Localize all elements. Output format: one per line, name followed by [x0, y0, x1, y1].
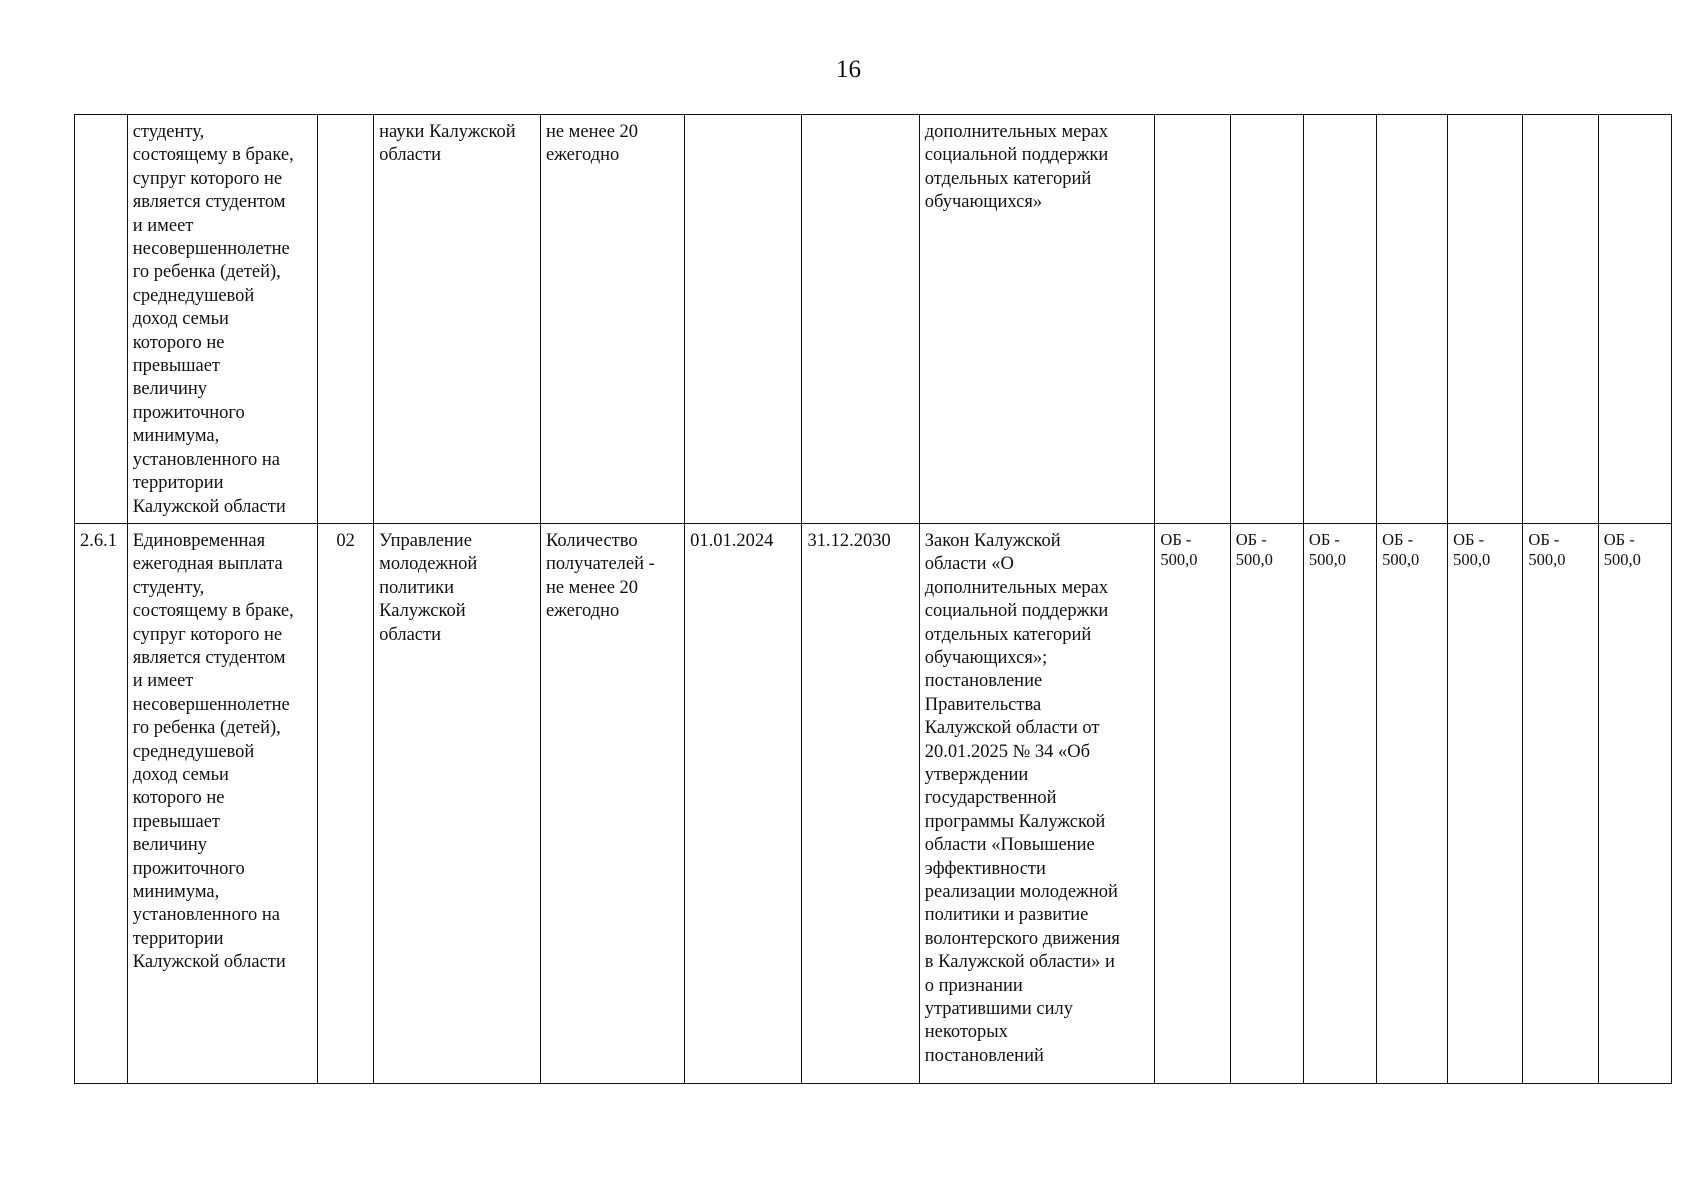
text-line: минимума,	[132, 882, 220, 902]
text-line: 500,0	[1235, 549, 1273, 569]
text-line: постановлений	[924, 1045, 1044, 1066]
funding-cell	[1303, 115, 1376, 524]
funding-cell	[1155, 115, 1230, 524]
start-date	[685, 115, 802, 524]
text-line: ежегодно	[545, 145, 620, 166]
text-line: территории	[132, 928, 224, 949]
funding-cell	[1230, 523, 1303, 1083]
text-line: не менее 20	[545, 577, 639, 598]
text-line: прожиточного	[132, 858, 245, 879]
text-line: Калужской области	[132, 496, 286, 517]
text-line: отдельных категорий	[924, 624, 1092, 645]
indicator	[540, 115, 684, 524]
text-line: которого не	[132, 332, 225, 353]
funding-cell	[1303, 523, 1376, 1083]
text-line: науки Калужской	[379, 122, 516, 142]
executor	[374, 115, 541, 524]
text-line: 500,0	[1160, 549, 1198, 569]
text-line: эффективности	[924, 858, 1046, 879]
text-line: среднедушевой	[132, 741, 255, 762]
text-line: государственной	[924, 788, 1057, 809]
text-line: получателей -	[545, 554, 655, 575]
program-table	[74, 114, 1672, 1084]
text-line: минимума,	[132, 426, 220, 447]
text-line: превышает	[132, 356, 220, 377]
row-number: 2.6.1	[75, 523, 128, 1083]
text-line: в Калужской области» и	[924, 952, 1115, 973]
text-line: не менее 20	[545, 122, 639, 142]
text-line: го ребенка (детей),	[132, 718, 281, 739]
text-line: студенту,	[132, 577, 205, 598]
text-line: волонтерского движения	[924, 928, 1120, 949]
text-line: утратившими силу	[924, 999, 1073, 1020]
text-line: Калужской	[379, 601, 466, 622]
text-line: дополнительных мерах	[924, 577, 1109, 598]
text-line: политики и развитие	[924, 905, 1089, 926]
table-row	[75, 115, 1672, 524]
text-line: 500,0	[1308, 549, 1347, 569]
page-number: 16	[836, 56, 861, 83]
indicator	[540, 523, 684, 1083]
text-line: отдельных категорий	[924, 168, 1092, 189]
text-line: ОБ -	[1308, 529, 1340, 549]
funding-cell	[1155, 523, 1230, 1083]
funding-cell	[1377, 523, 1448, 1083]
text-line: ОБ -	[1453, 529, 1485, 549]
text-line: социальной поддержки	[924, 601, 1109, 622]
text-line: области	[379, 624, 441, 645]
text-line: превышает	[132, 811, 220, 832]
text-line: молодежной	[379, 554, 478, 575]
text-line: 500,0	[1603, 549, 1641, 569]
text-line: установленного на	[132, 449, 280, 470]
text-line: является студентом	[132, 192, 286, 213]
text-line: 20.01.2025 № 34 «Об	[924, 741, 1091, 762]
text-line: некоторых	[924, 1022, 1008, 1043]
text-line: территории	[132, 473, 224, 494]
text-line: Единовременная	[132, 530, 266, 551]
text-line: студенту,	[132, 122, 205, 142]
text-line: состоящему в браке,	[132, 145, 294, 166]
text-line: Правительства	[924, 694, 1042, 715]
text-line: политики	[379, 577, 455, 598]
text-line: доход семьи	[132, 764, 229, 785]
text-line: ОБ -	[1235, 529, 1267, 549]
funding-cell	[1230, 115, 1303, 524]
funding-cell	[1523, 115, 1598, 524]
text-line: и имеет	[132, 215, 194, 236]
text-line: среднедушевой	[132, 285, 255, 306]
text-line: состоящему в браке,	[132, 601, 294, 622]
text-line: социальной поддержки	[924, 145, 1109, 166]
row-code	[318, 115, 374, 524]
text-line: ежегодно	[545, 601, 620, 622]
text-line: обучающихся»	[924, 192, 1043, 213]
text-line: обучающихся»;	[924, 647, 1048, 668]
table-row	[75, 523, 1672, 1083]
text-line: доход семьи	[132, 309, 229, 330]
text-line: области	[379, 145, 441, 166]
legal-basis	[919, 115, 1155, 524]
text-line: и имеет	[132, 671, 194, 692]
end-date	[802, 115, 919, 524]
text-line: Калужской области от	[924, 718, 1100, 739]
funding-cell	[1523, 523, 1598, 1083]
text-line: величину	[132, 835, 208, 856]
text-line: го ребенка (детей),	[132, 262, 281, 283]
text-line: о признании	[924, 975, 1023, 996]
text-line: реализации молодежной	[924, 882, 1118, 902]
legal-basis	[919, 523, 1155, 1083]
text-line: супруг которого не	[132, 624, 283, 645]
text-line: утверждении	[924, 764, 1029, 785]
end-date: 31.12.2030	[802, 523, 919, 1083]
measure-name	[127, 523, 317, 1083]
executor	[374, 523, 541, 1083]
text-line: ежегодная выплата	[132, 554, 283, 575]
text-line: области «Повышение	[924, 835, 1095, 856]
text-line: программы Калужской	[924, 811, 1106, 832]
text-line: Количество	[545, 530, 638, 551]
text-line: ОБ -	[1160, 529, 1192, 549]
row-code: 02	[318, 523, 374, 1083]
funding-cell	[1448, 115, 1523, 524]
text-line: прожиточного	[132, 402, 245, 423]
text-line: ОБ -	[1382, 529, 1414, 549]
text-line: величину	[132, 379, 208, 400]
text-line: которого не	[132, 788, 225, 809]
text-line: Закон Калужской	[924, 530, 1061, 551]
text-line: 500,0	[1453, 549, 1491, 569]
measure-name	[127, 115, 317, 524]
text-line: ОБ -	[1528, 529, 1560, 549]
text-line: супруг которого не	[132, 168, 283, 189]
text-line: 500,0	[1528, 549, 1566, 569]
text-line: 500,0	[1382, 549, 1420, 569]
funding-cell	[1598, 523, 1671, 1083]
funding-cell	[1598, 115, 1671, 524]
row-number	[75, 115, 128, 524]
text-line: является студентом	[132, 647, 286, 668]
text-line: Калужской области	[132, 952, 286, 973]
text-line: области «О	[924, 554, 1014, 575]
text-line: дополнительных мерах	[924, 122, 1109, 142]
text-line: постановление	[924, 671, 1043, 692]
start-date: 01.01.2024	[685, 523, 802, 1083]
text-line: несовершеннолетне	[132, 239, 290, 260]
funding-cell	[1448, 523, 1523, 1083]
text-line: установленного на	[132, 905, 280, 926]
funding-cell	[1377, 115, 1448, 524]
text-line: несовершеннолетне	[132, 694, 290, 715]
text-line: Управление	[379, 530, 472, 551]
text-line: ОБ -	[1603, 529, 1635, 549]
